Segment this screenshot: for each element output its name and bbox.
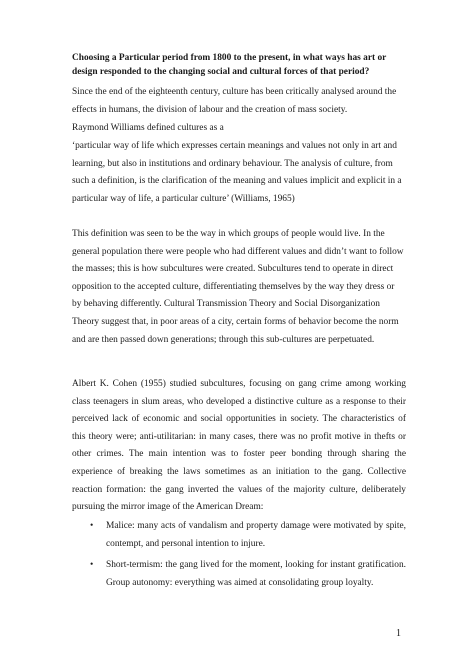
bullet-text-short-termism: Short-termism: the gang lived for the moment, looking for instant gratification. Group autonomy: everything was aimed at consolidating group loyalty.	[106, 560, 406, 588]
bullet-icon: •	[90, 521, 94, 531]
document-title: Choosing a Particular period from 1800 to the present, in what ways has art or design responded to the changing social and cultural forces of that period?	[72, 53, 387, 77]
paragraph-williams-quote: ‘particular way of life which expresses certain meanings and values not only in art and learning, but also in institutions and ordinary behaviour. The analysis of culture, from such a definition, is the clarification of the meaning and values implicit and explicit in a particular way of life, a particular culture’ (Williams, 1965)	[72, 141, 402, 204]
paragraph-intro: Since the end of the eighteenth century, culture has been critically analysed around the effects in humans, the division of labour and the creation of mass society.	[72, 87, 397, 115]
paragraph-williams-lead: Raymond Williams defined cultures as a	[72, 123, 224, 133]
bullet-text-malice: Malice: many acts of vandalism and property damage were motivated by spite, contempt, and personal intention to injure.	[106, 521, 406, 549]
bullet-icon: •	[90, 560, 94, 571]
paragraph-subcultures: This definition was seen to be the way in which groups of people would live. In the general population there were people who had different values and didn’t want to follow the masses; this is how subcultures were created. Subcultures tend to operate in direct opposition to the accepted culture, differentiating themselves by the way they dress or by behaving differently. Cultural Transmission Theory and Social Disorganization Theory suggest that, in poor areas of a city, certain forms of behavior become the norm and are then passed down generations; through this sub-cultures are perpetuated.	[72, 229, 404, 345]
list-item	[90, 518, 406, 553]
paragraph-cohen: Albert K. Cohen (1955) studied subcultures, focusing on gang crime among working class teenagers in slum areas, who developed a distinctive culture as a response to their perceived lack of economic and social opportunities in society. The characteristics of this theory were; anti-utilitarian: in many cases, there was no profit motive in thefts or other crimes. The main intention was to foster peer bonding through sharing the experience of breaking the laws sometimes as an initiation to the gang. Collective reaction formation: the gang inverted the values of the majority culture, deliberately pursuing the mirror image of the American Dream:	[72, 379, 406, 513]
page-number: 1	[396, 628, 401, 639]
bullet-list	[90, 518, 406, 596]
list-item	[90, 557, 406, 592]
